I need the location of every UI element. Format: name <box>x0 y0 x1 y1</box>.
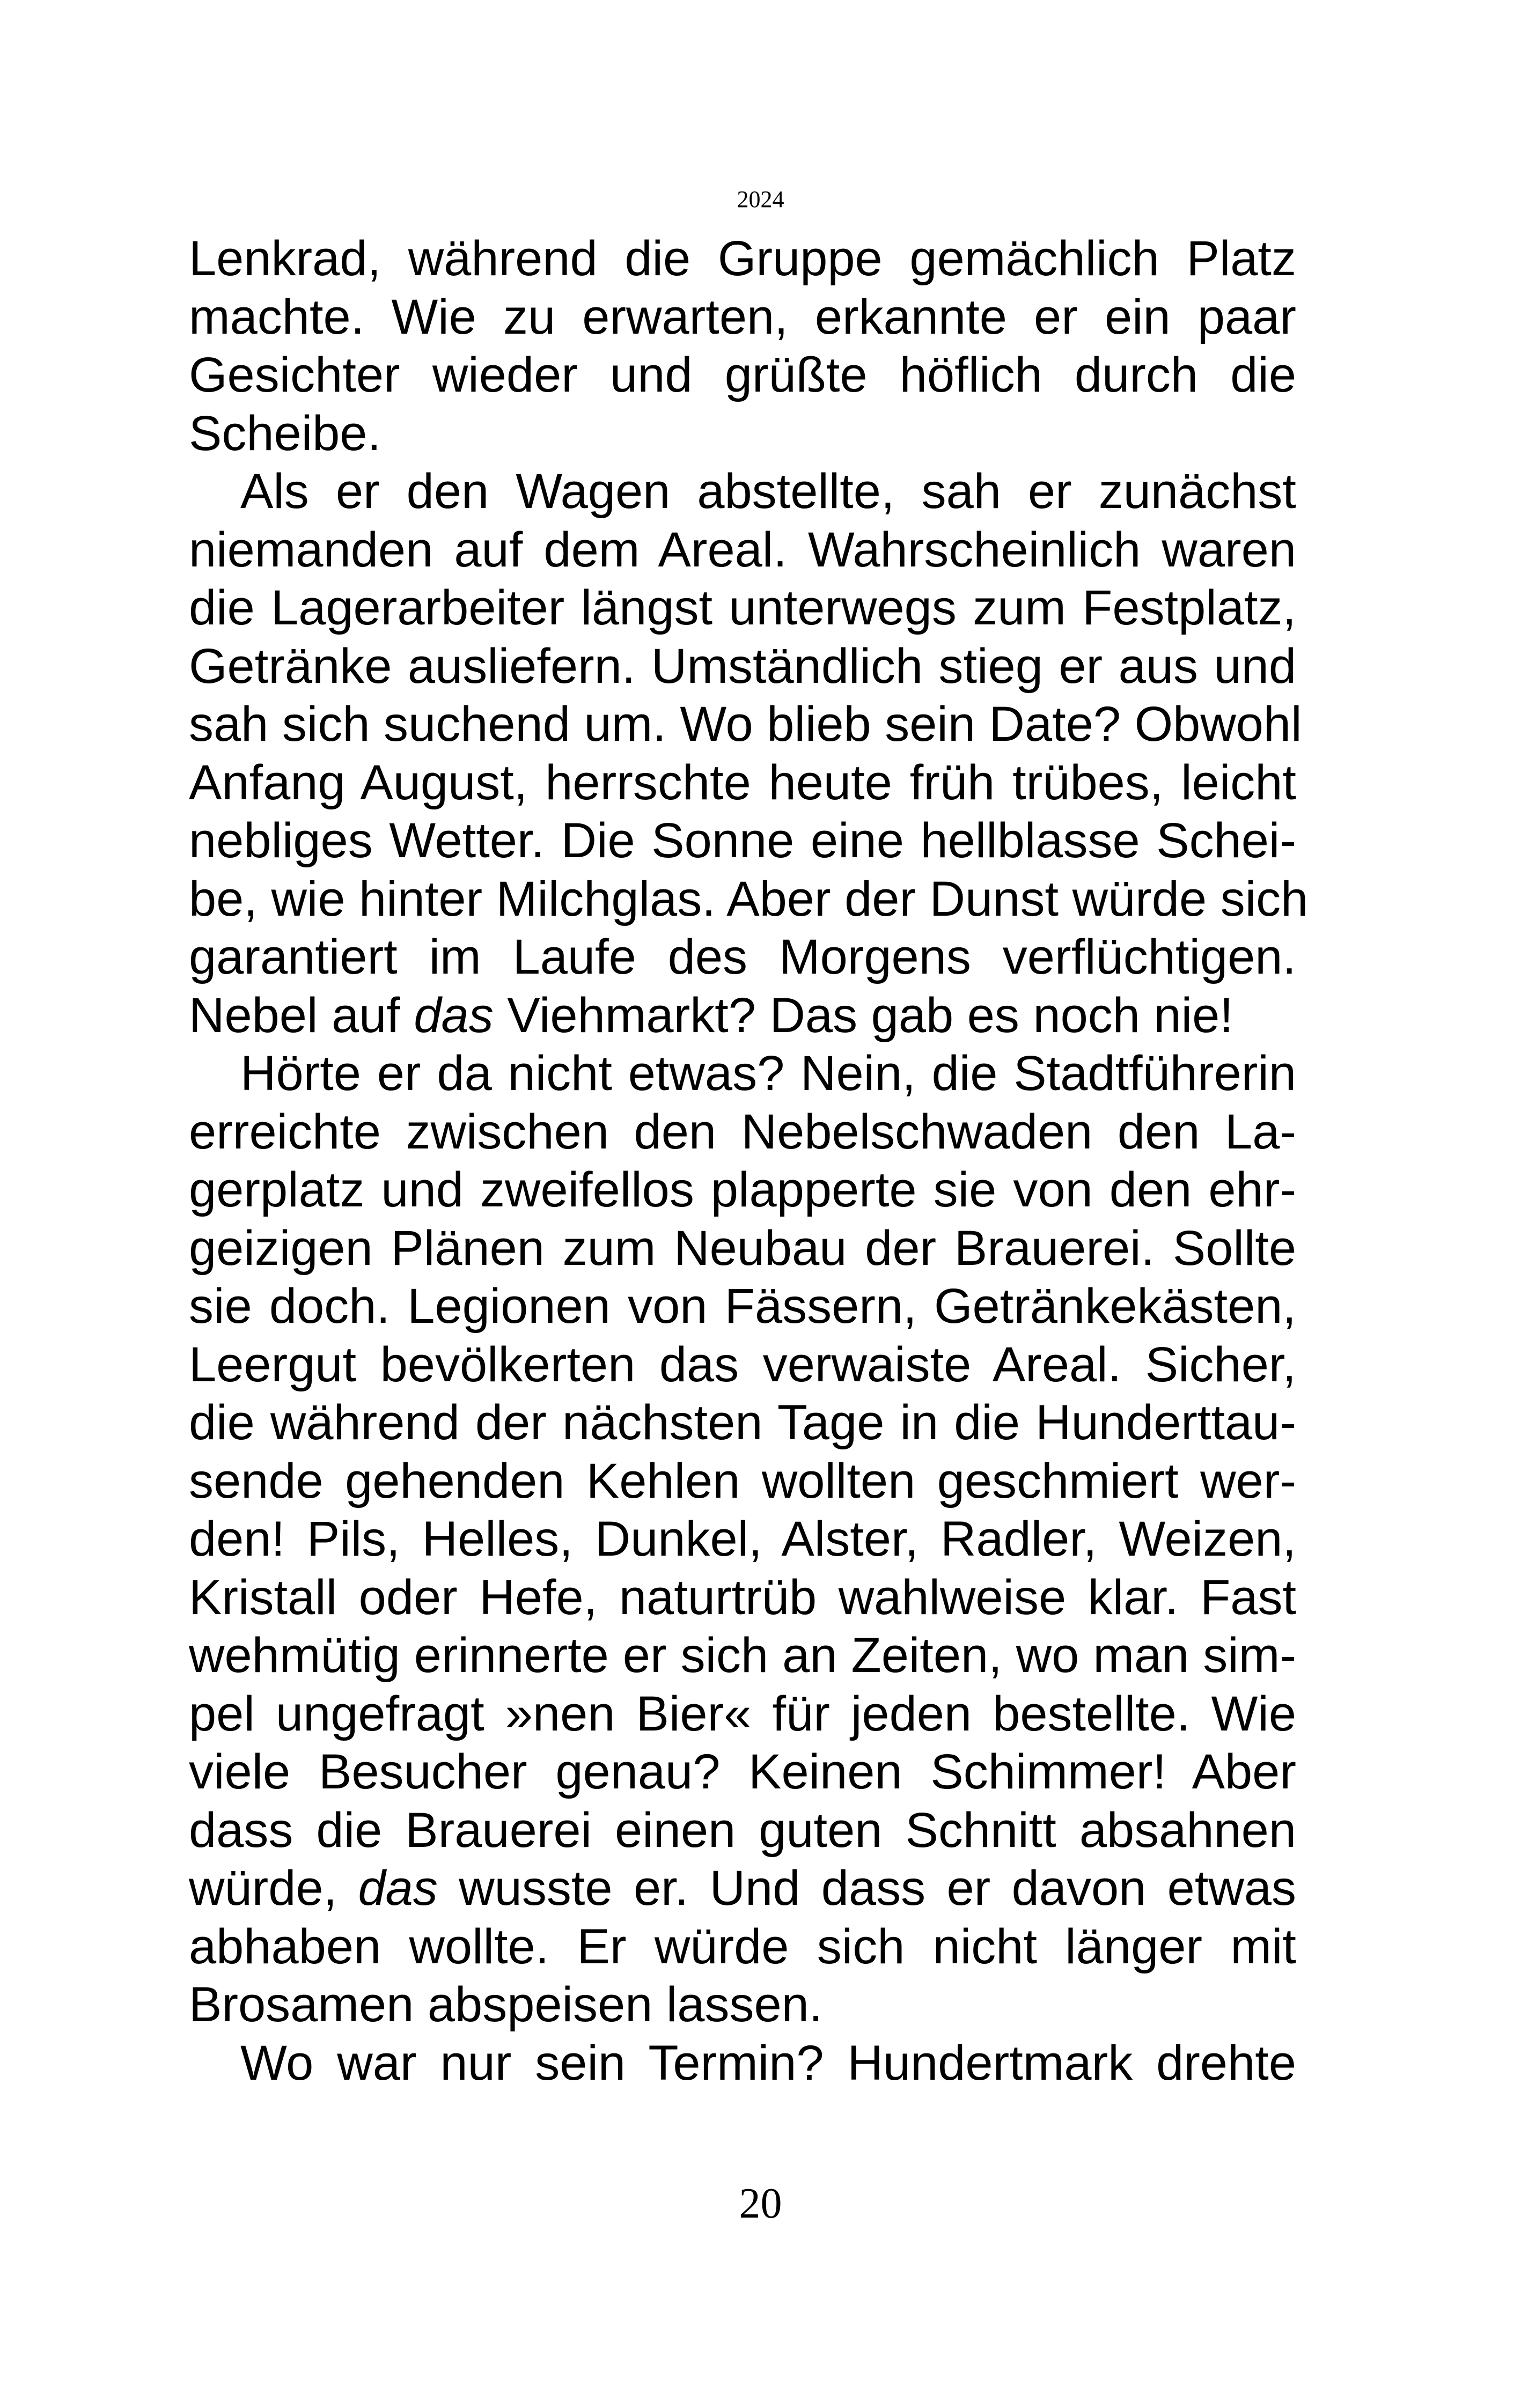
text-line: Gesichter wieder und grüßte höflich durch die <box>189 348 1296 402</box>
text-line: Getränke ausliefern. Umständlich stieg er aus und <box>189 638 1296 694</box>
text-line: dass die Brauerei einen guten Schnitt absahnen <box>189 1802 1296 1858</box>
text-segment: wusste er. Und dass er davon etwas <box>437 1861 1296 1916</box>
text-line: den! Pils, Helles, Dunkel, Alster, Radler, Weizen, <box>189 1512 1296 1566</box>
text-line: be, wie hinter Milchglas. Aber der Dunst würde sich <box>189 871 1309 926</box>
text-line: pel ungefragt »nen Bier« für jeden bestellte. Wie <box>189 1686 1296 1741</box>
text-line: Leergut bevölkerten das verwaiste Areal. Sicher, <box>189 1337 1296 1392</box>
text-line: geizigen Plänen zum Neubau der Brauerei. Sollte <box>189 1220 1296 1276</box>
text-line: gerplatz und zweifellos plapperte sie von den ehr- <box>189 1162 1296 1217</box>
text-line: Als er den Wagen abstellte, sah er zunächst <box>240 464 1296 519</box>
text-line: Brosamen abspeisen lassen. <box>189 1977 823 2032</box>
text-line: erreichte zwischen den Nebelschwaden den La- <box>189 1104 1296 1159</box>
text-segment: würde, <box>189 1861 358 1916</box>
text-line: die Lagerarbeiter längst unterwegs zum Festplatz, <box>189 580 1296 635</box>
text-line <box>189 986 1296 1045</box>
paragraph <box>189 230 1296 462</box>
emphasis: das <box>414 988 494 1043</box>
text-line: machte. Wie zu erwarten, erkannte er ein paar <box>189 289 1296 344</box>
text-line: Anfang August, herrschte heute früh trübes, leicht <box>189 755 1296 810</box>
body-text <box>189 230 1309 2092</box>
text-line <box>189 1859 1296 1918</box>
text-line: Wo war nur sein Termin? Hundertmark drehte <box>240 2035 1296 2090</box>
text-line: Kristall oder Hefe, naturtrüb wahlweise klar. Fast <box>189 1570 1296 1625</box>
text-line: sah sich suchend um. Wo blieb sein Date? Obwohl <box>189 697 1302 752</box>
text-line: nebliges Wetter. Die Sonne eine hellblasse Schei- <box>189 813 1296 868</box>
text-line: sie doch. Legionen von Fässern, Getränkekästen, <box>189 1279 1296 1334</box>
page-number: 20 <box>739 2180 782 2227</box>
paragraph <box>189 2034 1296 2093</box>
text-line: niemanden auf dem Areal. Wahrscheinlich waren <box>189 522 1296 577</box>
text-line: Scheibe. <box>189 406 381 461</box>
text-segment: Nebel auf <box>189 988 414 1043</box>
emphasis: das <box>358 1861 438 1916</box>
text-line: abhaben wollte. Er würde sich nicht länger mit <box>189 1919 1296 1974</box>
paragraph <box>189 1044 1296 2034</box>
text-line: Hörte er da nicht etwas? Nein, die Stadtführerin <box>240 1046 1296 1101</box>
text-line: sende gehenden Kehlen wollten geschmiert wer- <box>189 1453 1296 1508</box>
text-line: garantiert im Laufe des Morgens verflüchtigen. <box>189 930 1296 984</box>
text-line: wehmütig erinnerte er sich an Zeiten, wo man sim- <box>189 1628 1296 1683</box>
text-line: die während der nächsten Tage in die Hunderttau- <box>189 1395 1296 1450</box>
text-segment: Viehmarkt? Das gab es noch nie! <box>493 988 1233 1043</box>
running-head: 2024 <box>737 186 784 212</box>
text-line: viele Besucher genau? Keinen Schimmer! Aber <box>189 1744 1296 1799</box>
text-line: Lenkrad, während die Gruppe gemächlich Platz <box>189 231 1296 286</box>
paragraph <box>189 462 1309 1044</box>
